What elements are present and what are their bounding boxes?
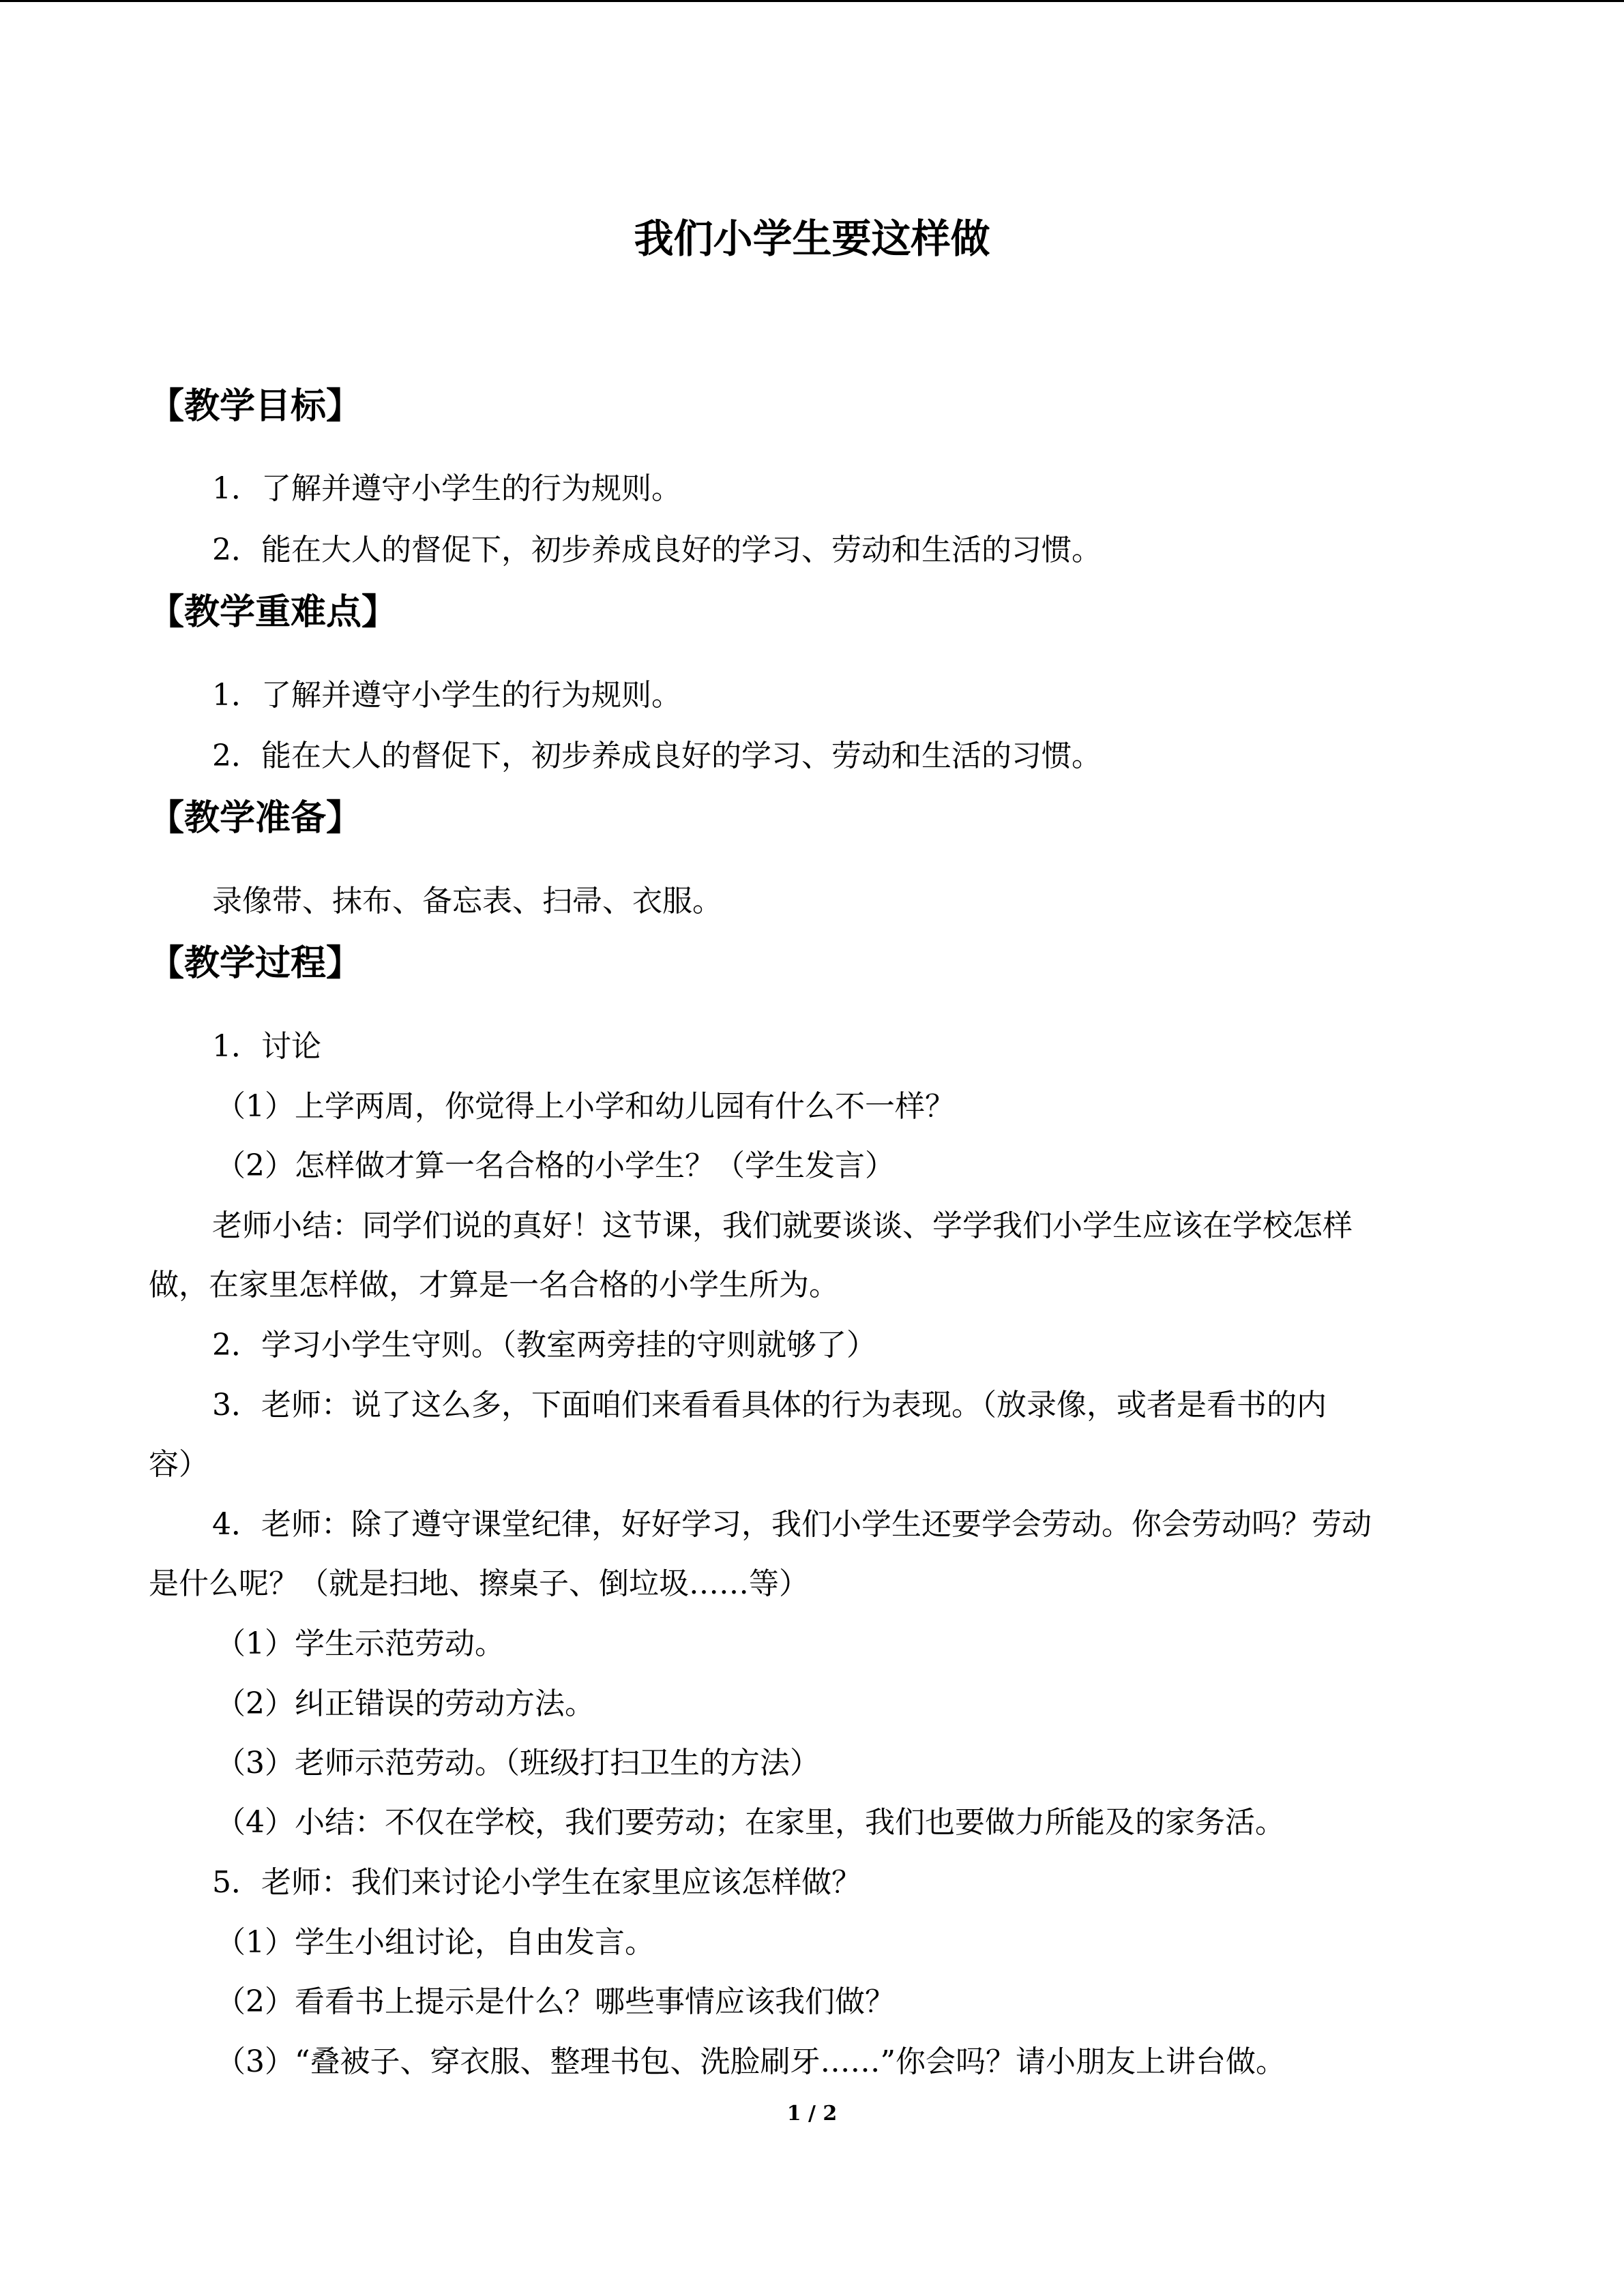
process-line: （4）小结：不仅在学校，我们要劳动；在家里，我们也要做力所能及的家务活。	[216, 1805, 1285, 1840]
section-heading-key-points: 【教学重难点】	[149, 591, 398, 633]
process-line: （3）老师示范劳动。（班级打扫卫生的方法）	[216, 1746, 820, 1780]
section-heading-preparation: 【教学准备】	[149, 797, 362, 839]
key-point-item-2: 2．能在大人的督促下，初步养成良好的学习、劳动和生活的习惯。	[212, 739, 1102, 773]
process-line: （1）学生小组讨论，自由发言。	[216, 1925, 655, 1960]
key-point-item-1: 1．了解并遵守小学生的行为规则。	[212, 678, 681, 713]
section-heading-process: 【教学过程】	[149, 942, 362, 984]
process-line: 4．老师：除了遵守课堂纪律，好好学习，我们小学生还要学会劳动。你会劳动吗？劳动	[212, 1507, 1372, 1542]
top-border	[0, 0, 1624, 2]
objective-item-2: 2．能在大人的督促下，初步养成良好的学习、劳动和生活的习惯。	[212, 533, 1102, 567]
page-title: 我们小学生要这样做	[634, 215, 990, 262]
process-line: 是什么呢？（就是扫地、擦桌子、倒垃圾……等）	[149, 1566, 809, 1601]
objective-item-1: 1．了解并遵守小学生的行为规则。	[212, 471, 681, 506]
process-line: （2）纠正错误的劳动方法。	[216, 1686, 595, 1721]
process-line: （3）“叠被子、穿衣服、整理书包、洗脸刷牙……”你会吗？请小朋友上讲台做。	[216, 2044, 1286, 2079]
process-line: 5．老师：我们来讨论小学生在家里应该怎样做？	[212, 1865, 861, 1900]
process-line: （2）怎样做才算一名合格的小学生？（学生发言）	[216, 1148, 895, 1183]
process-line: 2．学习小学生守则。（教室两旁挂的守则就够了）	[212, 1328, 876, 1362]
process-line: 容）	[149, 1447, 209, 1482]
process-line: （1）上学两周，你觉得上小学和幼儿园有什么不一样？	[216, 1089, 955, 1124]
process-line: （1）学生示范劳动。	[216, 1626, 505, 1661]
process-line: 老师小结：同学们说的真好！这节课，我们就要谈谈、学学我们小学生应该在学校怎样	[212, 1208, 1353, 1243]
process-line: 1．讨论	[212, 1029, 321, 1064]
section-heading-objectives: 【教学目标】	[149, 385, 362, 427]
process-line: 做，在家里怎样做，才算是一名合格的小学生所为。	[149, 1268, 839, 1302]
page-number: 1 / 2	[786, 2102, 838, 2126]
process-line: 3．老师：说了这么多，下面咱们来看看具体的行为表现。（放录像，或者是看书的内	[212, 1388, 1327, 1422]
process-line: （2）看看书上提示是什么？哪些事情应该我们做？	[216, 1984, 895, 2019]
preparation-text: 录像带、抹布、备忘表、扫帚、衣服。	[212, 884, 722, 919]
